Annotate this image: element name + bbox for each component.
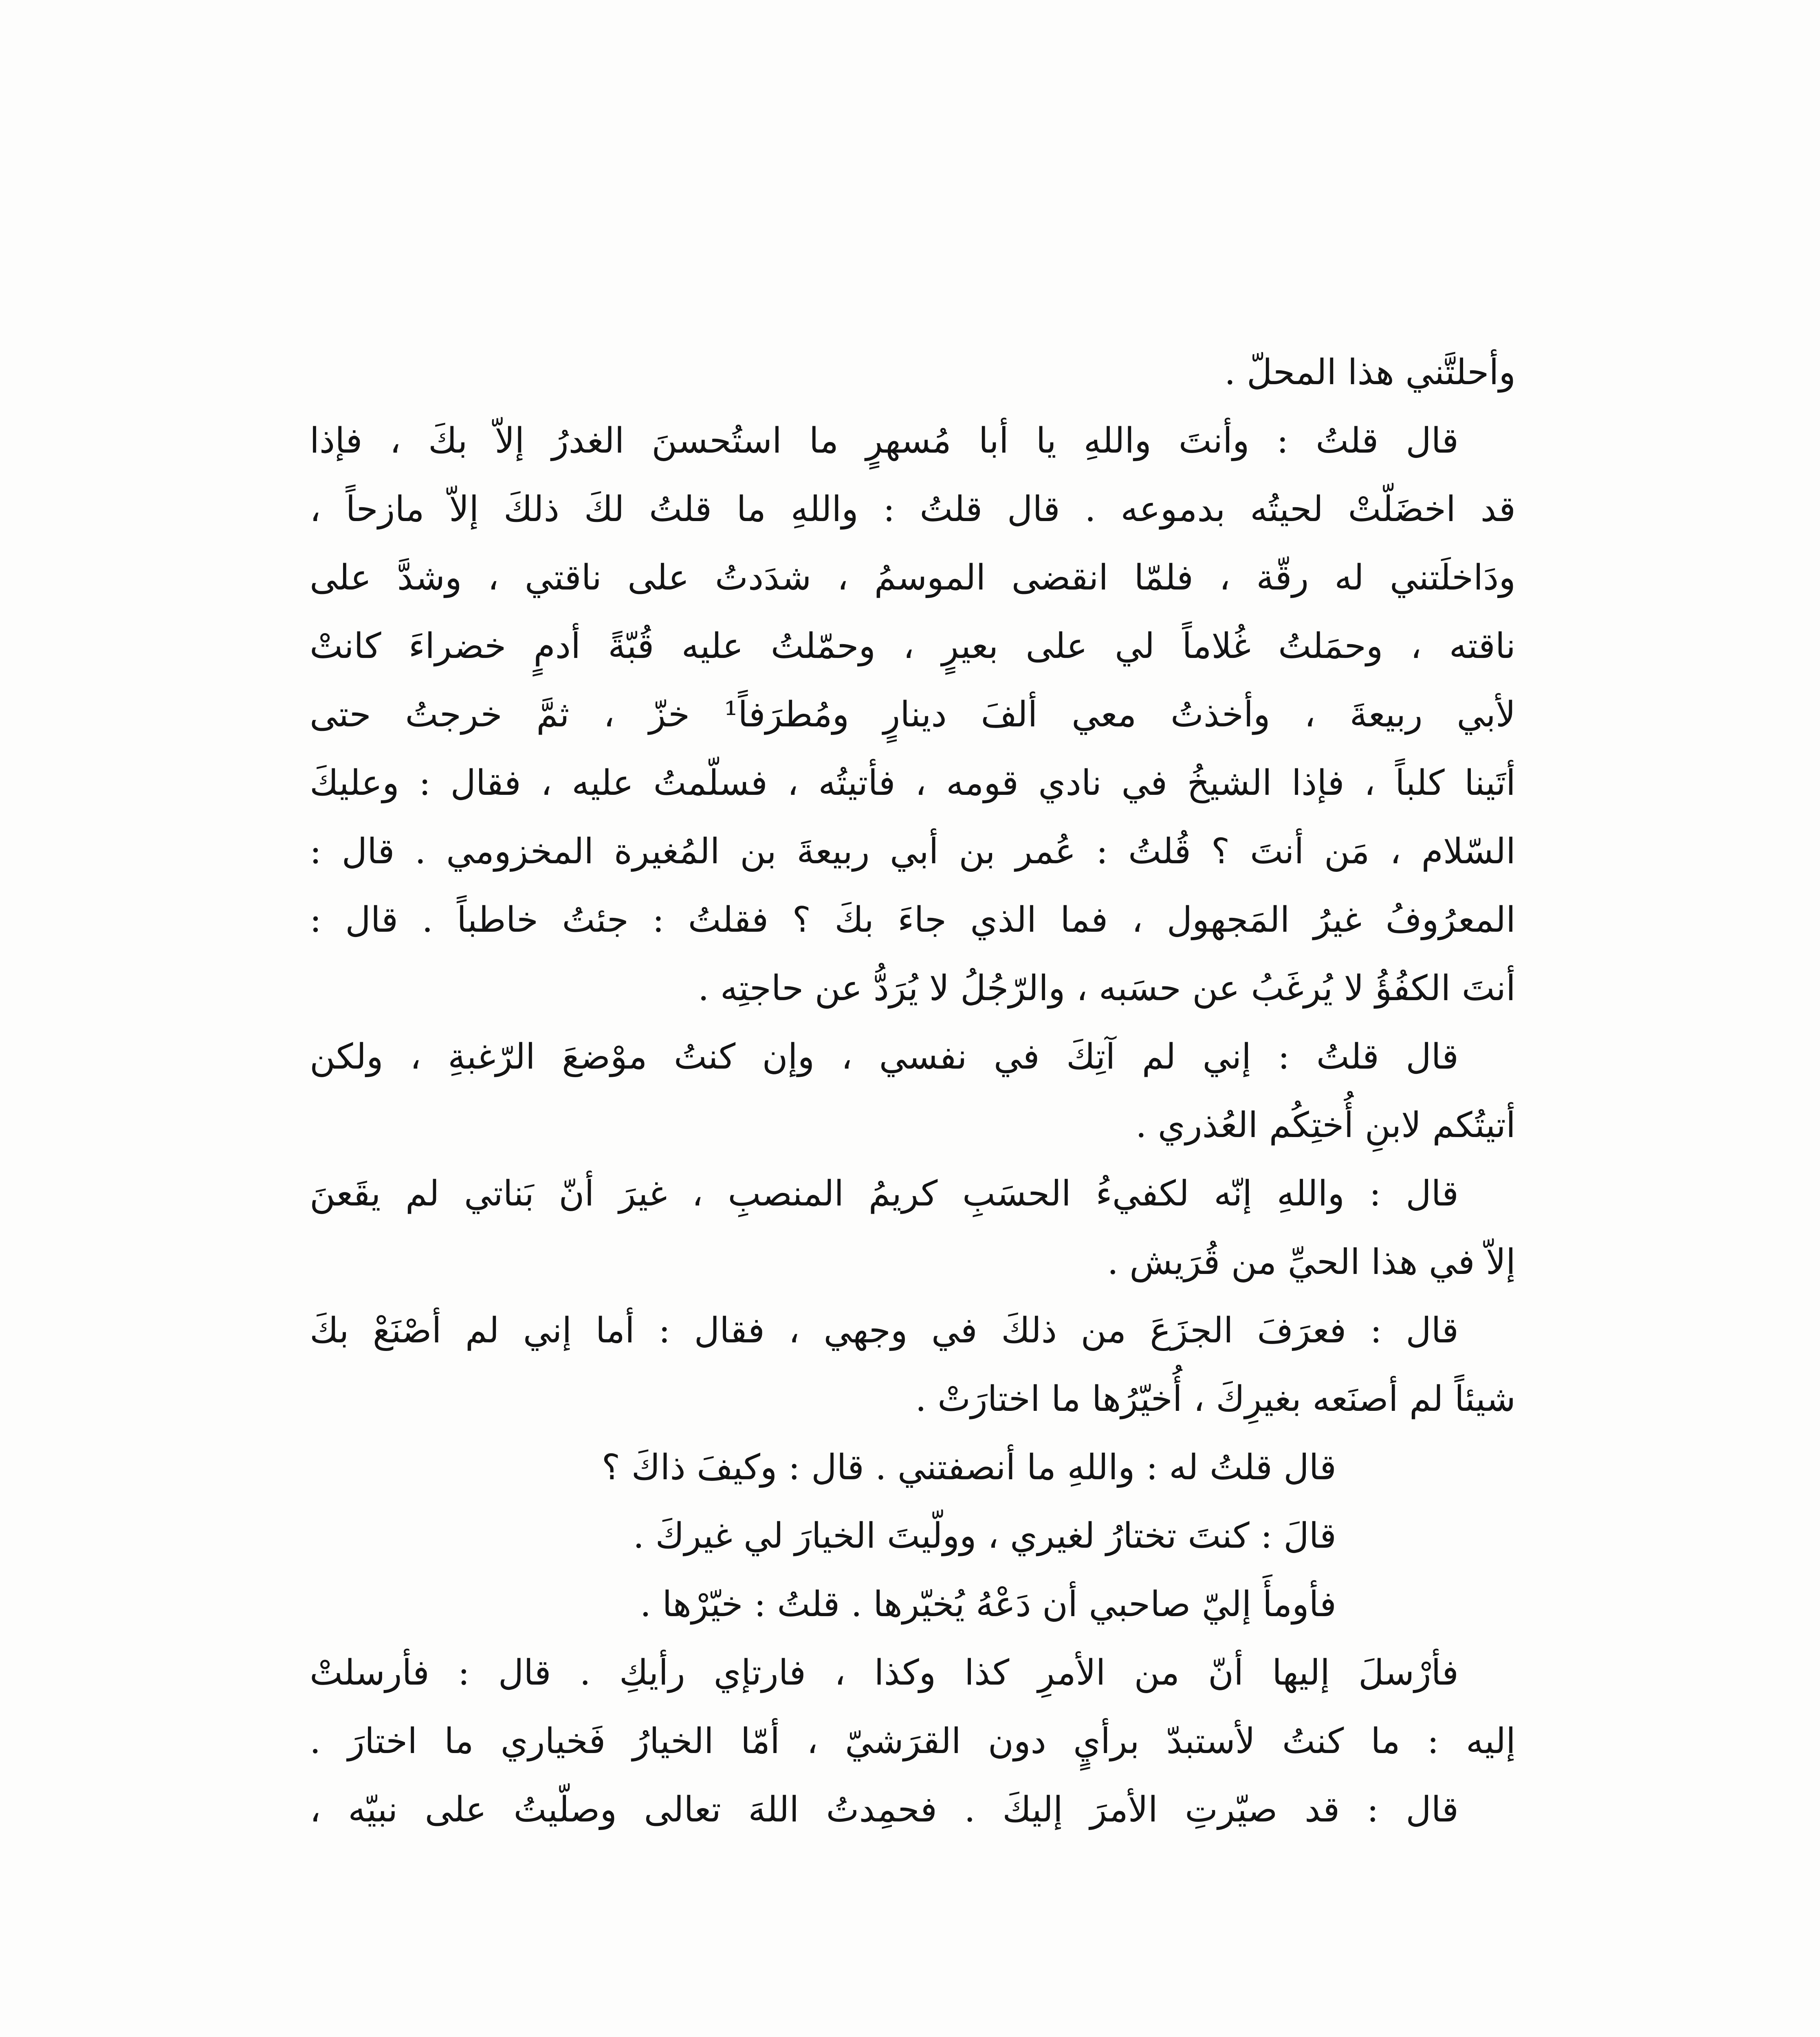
text-line: قال قلتُ له : واللهِ ما أنصفتني . قال : وكيفَ ذاكَ ؟ [601,1447,1336,1488]
text-line: شيئاً لم أصنَعه بغيرِكَ ، أُخيّرُها ما اختارَتْ . [915,1379,1516,1419]
text-line: قال : واللهِ إنّه لكفيءُ الحسَبِ كريمُ المنصبِ ، غيرَ أنّ بَناتي لم يقَعنَ [310,1173,1459,1214]
main-text [310,338,1516,1844]
text-line: أنتَ الكفُؤُ لا يُرغَبُ عن حسَبه ، والرّجُلُ لا يُرَدُّ عن حاجتِه . [698,968,1516,1009]
text-line: قال : فعرَفَ الجزَعَ من ذلكَ في وجهي ، فقال : أما إني لم أصْنَعْ بكَ [310,1310,1459,1351]
text-line: أتَينا كلباً ، فإذا الشيخُ في نادي قومه ، فأتيتُه ، فسلّمتُ عليه ، فقال : وعليكَ [310,763,1516,803]
text-line: السّلام ، مَن أنتَ ؟ قُلتُ : عُمر بن أبي ربيعةَ بن المُغيرة المخزومي . قال : [310,831,1516,872]
text-line: فأرْسلَ إليها أنّ من الأمرِ كذا وكذا ، فارتإي رأيكِ . قال : فأرسلتْ [310,1652,1459,1693]
text-line: أتيتُكم لابنِ أُختِكُم العُذري . [1136,1105,1516,1146]
text-line: قال قلتُ : إني لم آتِكَ في نفسي ، وإن كنتُ موْضعَ الرّغبةِ ، ولكن [310,1036,1459,1077]
text-line: قد اخضَلّتْ لحيتُه بدموعه . قال قلتُ : واللهِ ما قلتُ لكَ ذلكَ إلاّ مازحاً ، [310,489,1516,530]
text-line: المعرُوفُ غيرُ المَجهول ، فما الذي جاءَ بكَ ؟ فقلتُ : جئتُ خاطباً . قال : [310,900,1516,940]
text-line: قالَ : كنتَ تختارُ لغيري ، وولّيتَ الخيارَ لي غيركَ . [633,1516,1336,1556]
text-line: فأومأَ إليّ صاحبي أن دَعْهُ يُخيّرها . قلتُ : خيّرْها . [640,1584,1336,1625]
text-line: قال قلتُ : وأنتَ واللهِ يا أبا مُسهرٍ ما استُحسنَ الغدرُ إلاّ بكَ ، فإذا [310,420,1459,461]
text-line: وأحلتَّني هذا المحلّ . [1224,352,1516,393]
text-line: قال : قد صيّرتِ الأمرَ إليكَ . فحمِدتُ اللهَ تعالى وصلّيتُ على نبيّه ، [310,1789,1459,1830]
text-line: ناقته ، وحمَلتُ غُلاماً لي على بعيرٍ ، وحمّلتُ عليه قُبّةً أدمٍ خضراءَ كانتْ [310,626,1516,667]
text-line: إلاّ في هذا الحيِّ من قُرَيش . [1107,1242,1516,1282]
text-line: لأبي ربيعةَ ، وأخذتُ معي ألفَ دينارٍ ومُطرَفاً¹ خزّ ، ثمَّ خرجتُ حتى [310,694,1516,735]
text-line: إليه : ما كنتُ لأستبدّ برأيٍ دون القرَشيّ ، أمّا الخيارُ فَخياري ما اختارَ . [310,1721,1516,1762]
text-line: ودَاخلَتني له رقّة ، فلمّا انقضى الموسمُ ، شدَدتُ على ناقتي ، وشدَّ على [310,557,1516,598]
